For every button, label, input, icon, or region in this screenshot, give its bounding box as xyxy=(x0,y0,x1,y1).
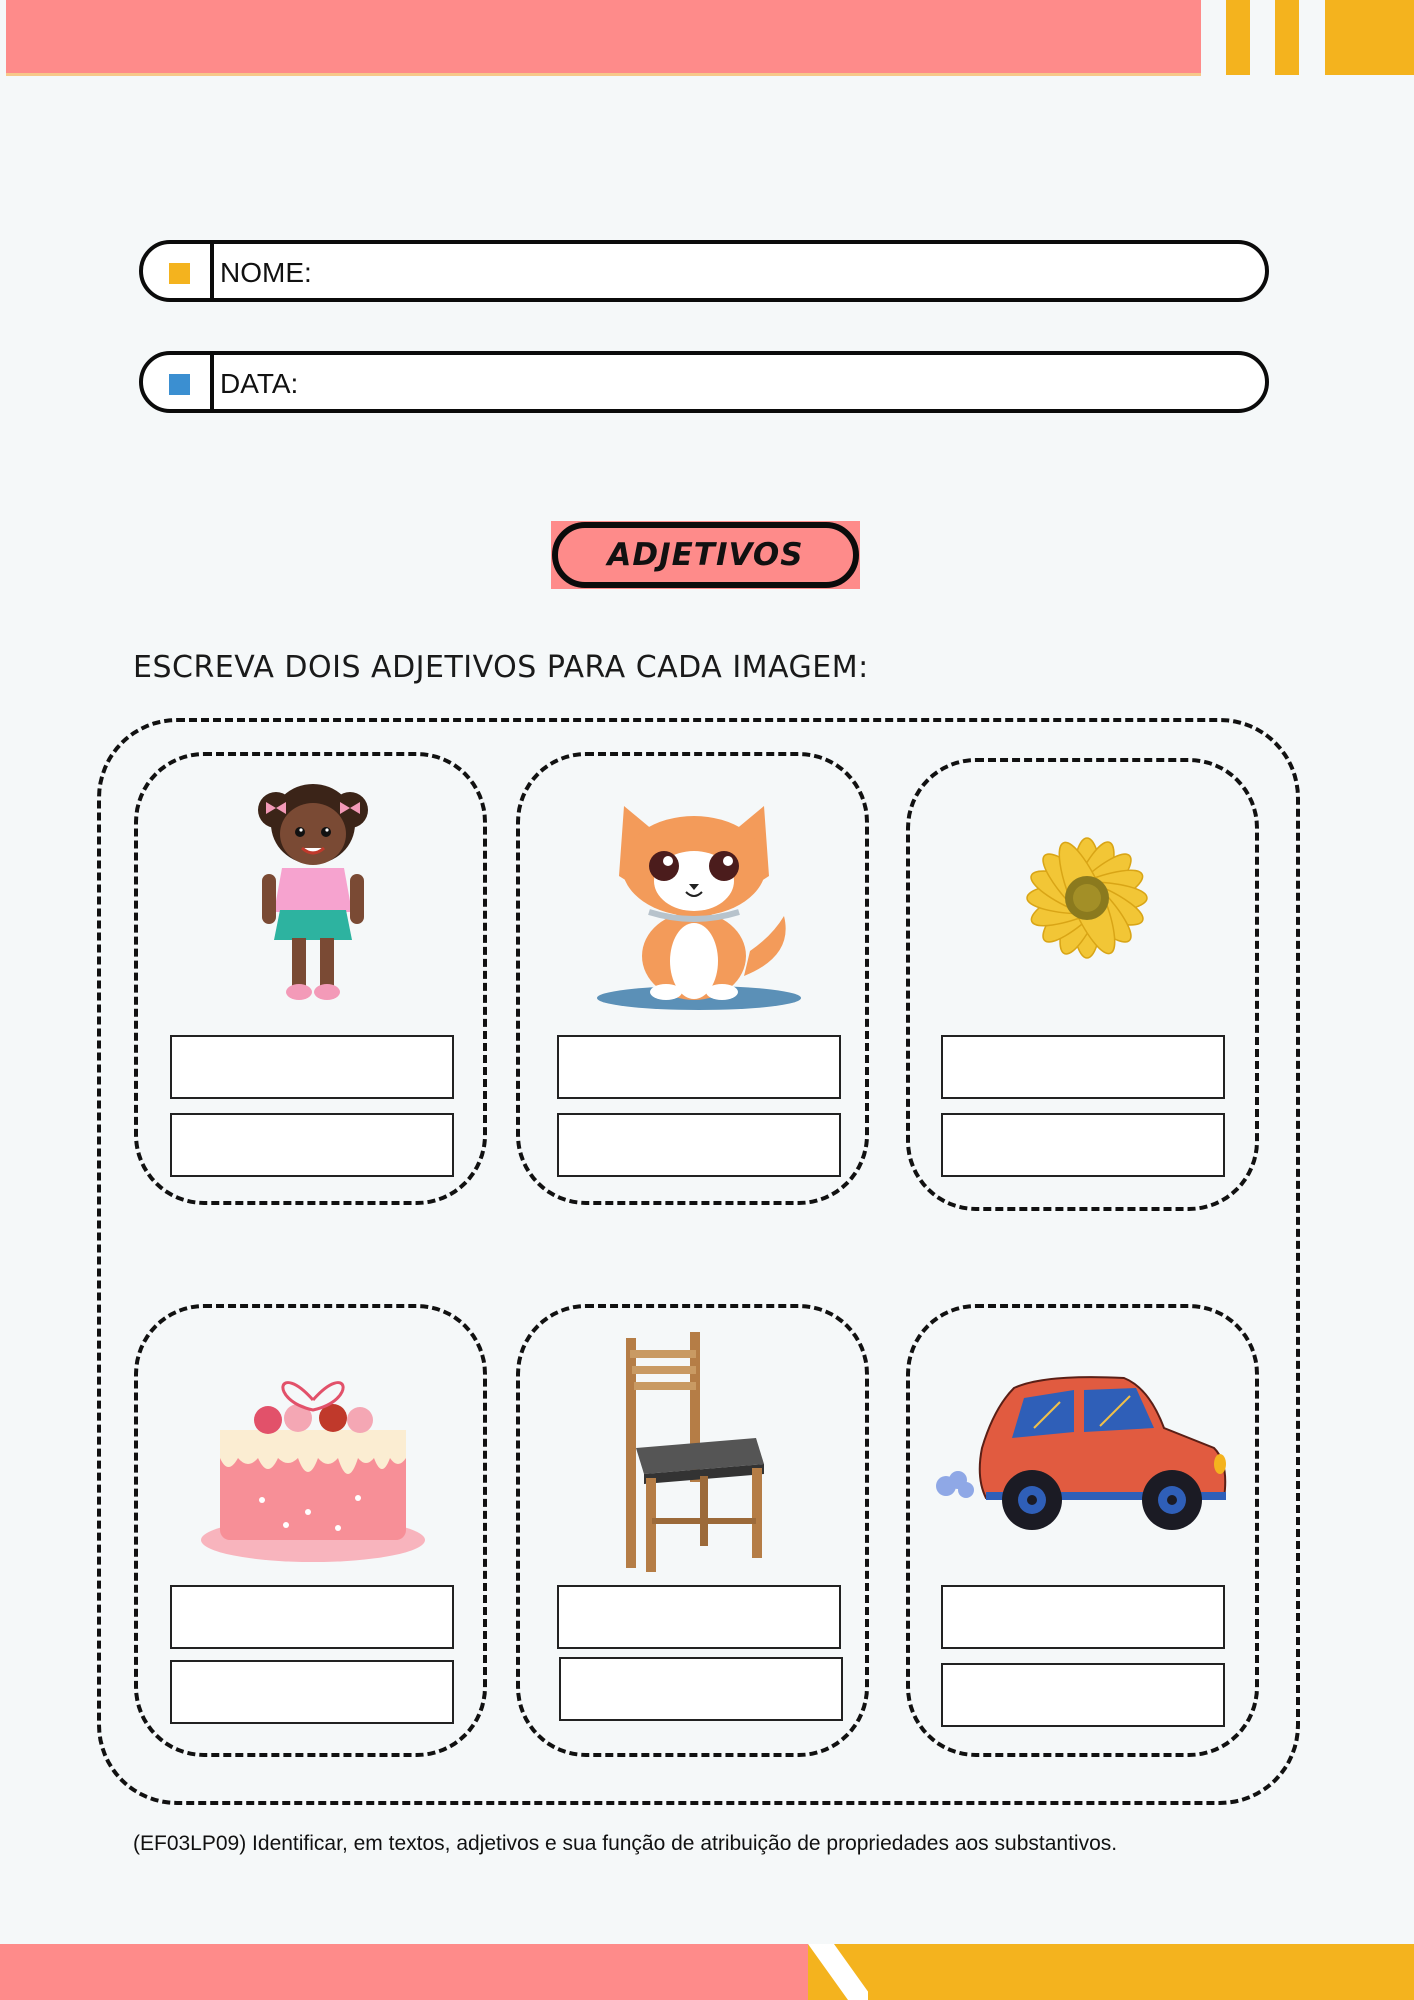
card-sunflower xyxy=(906,758,1259,1211)
card-chair xyxy=(516,1304,869,1757)
instruction-text: ESCREVA DOIS ADJETIVOS PARA CADA IMAGEM: xyxy=(133,650,869,685)
answer-box[interactable] xyxy=(557,1113,841,1177)
footnote: (EF03LP09) Identificar, em textos, adjetivos e sua função de atribuição de propriedades aos substantivos. xyxy=(133,1832,1118,1855)
answer-box[interactable] xyxy=(170,1113,454,1177)
square-icon xyxy=(169,374,190,395)
cake-illustration xyxy=(198,1340,428,1570)
answer-box[interactable] xyxy=(557,1035,841,1099)
date-field[interactable] xyxy=(139,351,1269,413)
answer-box[interactable] xyxy=(941,1585,1225,1649)
cat-illustration xyxy=(594,786,804,1016)
card-cake xyxy=(134,1304,487,1757)
square-icon xyxy=(169,263,190,284)
card-girl xyxy=(134,752,487,1205)
date-label: DATA: xyxy=(220,368,299,399)
name-label: NOME: xyxy=(220,257,312,288)
girl-illustration xyxy=(238,772,388,1027)
field-divider xyxy=(210,351,214,413)
answer-box[interactable] xyxy=(941,1663,1225,1727)
top-stripe xyxy=(1325,0,1414,75)
top-stripe xyxy=(1275,0,1299,75)
answer-box[interactable] xyxy=(170,1660,454,1724)
field-divider xyxy=(210,240,214,302)
sunflower-illustration xyxy=(982,798,1192,998)
answer-box[interactable] xyxy=(557,1585,841,1649)
top-stripe xyxy=(1226,0,1250,75)
car-illustration xyxy=(924,1368,1244,1538)
answer-box[interactable] xyxy=(941,1035,1225,1099)
answer-box[interactable] xyxy=(170,1585,454,1649)
answer-box[interactable] xyxy=(559,1657,843,1721)
answer-box[interactable] xyxy=(170,1035,454,1099)
card-car xyxy=(906,1304,1259,1757)
top-banner xyxy=(6,0,1201,76)
name-field[interactable] xyxy=(139,240,1269,302)
card-cat xyxy=(516,752,869,1205)
chair-illustration xyxy=(616,1328,776,1578)
page-title: ADJETIVOS xyxy=(552,522,859,588)
answer-box[interactable] xyxy=(941,1113,1225,1177)
